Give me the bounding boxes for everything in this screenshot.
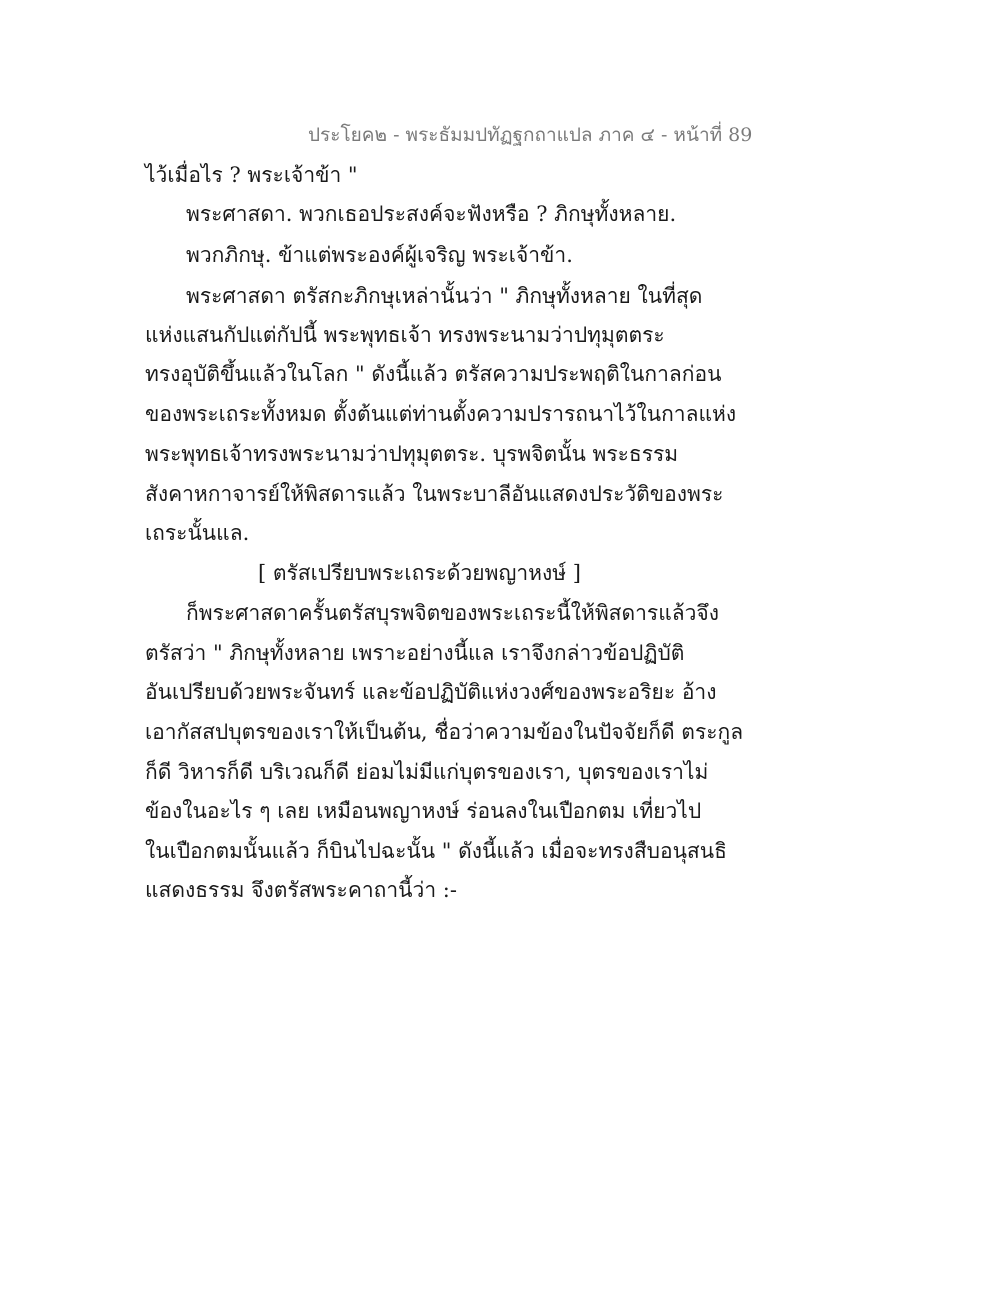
text-line: พวกภิกษุ. ข้าแต่พระองค์ผู้เจริญ พระเจ้าข้า. (186, 243, 573, 267)
text-line: เอากัสสปบุตรของเราให้เป็นต้น, ชื่อว่าความข้องในปัจจัยก็ดี ตระกูล (145, 720, 744, 744)
running-header: ประโยค๒ - พระธัมมปทัฏฐกถาแปล ภาค ๔ - หน้าที่ 89 (308, 124, 753, 146)
section-heading: [ ตรัสเปรียบพระเถระด้วยพญาหงษ์ ] (258, 561, 581, 585)
text-line: ทรงอุบัติขึ้นแล้วในโลก " ดังนี้แล้ว ตรัสความประพฤติในกาลก่อน (145, 362, 722, 386)
text-line: พระพุทธเจ้าทรงพระนามว่าปทุมุตตระ. บุรพจิตนั้น พระธรรม (145, 442, 679, 466)
text-line: ข้องในอะไร ๆ เลย เหมือนพญาหงษ์ ร่อนลงในเปือกตม เที่ยวไป (145, 799, 702, 823)
text-line: ก็ดี วิหารก็ดี บริเวณก็ดี ย่อมไม่มีแก่บุตรของเรา, บุตรของเราไม่ (145, 760, 709, 784)
text-line: เถระนั้นแล. (145, 521, 250, 545)
text-line: ในเปือกตมนั้นแล้ว ก็บินไปฉะนั้น " ดังนี้แล้ว เมื่อจะทรงสืบอนุสนธิ (145, 839, 727, 863)
text-line: แห่งแสนกัปแต่กัปนี้ พระพุทธเจ้า ทรงพระนามว่าปทุมุตตระ (145, 323, 665, 347)
text-line: พระศาสดา ตรัสกะภิกษุเหล่านั้นว่า " ภิกษุทั้งหลาย ในที่สุด (186, 284, 703, 308)
text-line: ไว้เมื่อไร ? พระเจ้าข้า " (145, 163, 358, 187)
text-line: พระศาสดา. พวกเธอประสงค์จะฟังหรือ ? ภิกษุทั้งหลาย. (186, 202, 677, 226)
text-line: แสดงธรรม จึงตรัสพระคาถานี้ว่า :- (145, 878, 457, 902)
text-line: อันเปรียบด้วยพระจันทร์ และข้อปฏิบัติแห่งวงศ์ของพระอริยะ อ้าง (145, 680, 717, 704)
text-line: ก็พระศาสดาครั้นตรัสบุรพจิตของพระเถระนี้ให้พิสดารแล้วจึง (186, 601, 719, 625)
text-line: ตรัสว่า " ภิกษุทั้งหลาย เพราะอย่างนี้แล เราจึงกล่าวข้อปฏิบัติ (145, 641, 685, 665)
text-line: ของพระเถระทั้งหมด ตั้งต้นแต่ท่านตั้งความปรารถนาไว้ในกาลแห่ง (145, 402, 737, 426)
text-line: สังคาหกาจารย์ให้พิสดารแล้ว ในพระบาลีอันแสดงประวัติของพระ (145, 482, 724, 506)
